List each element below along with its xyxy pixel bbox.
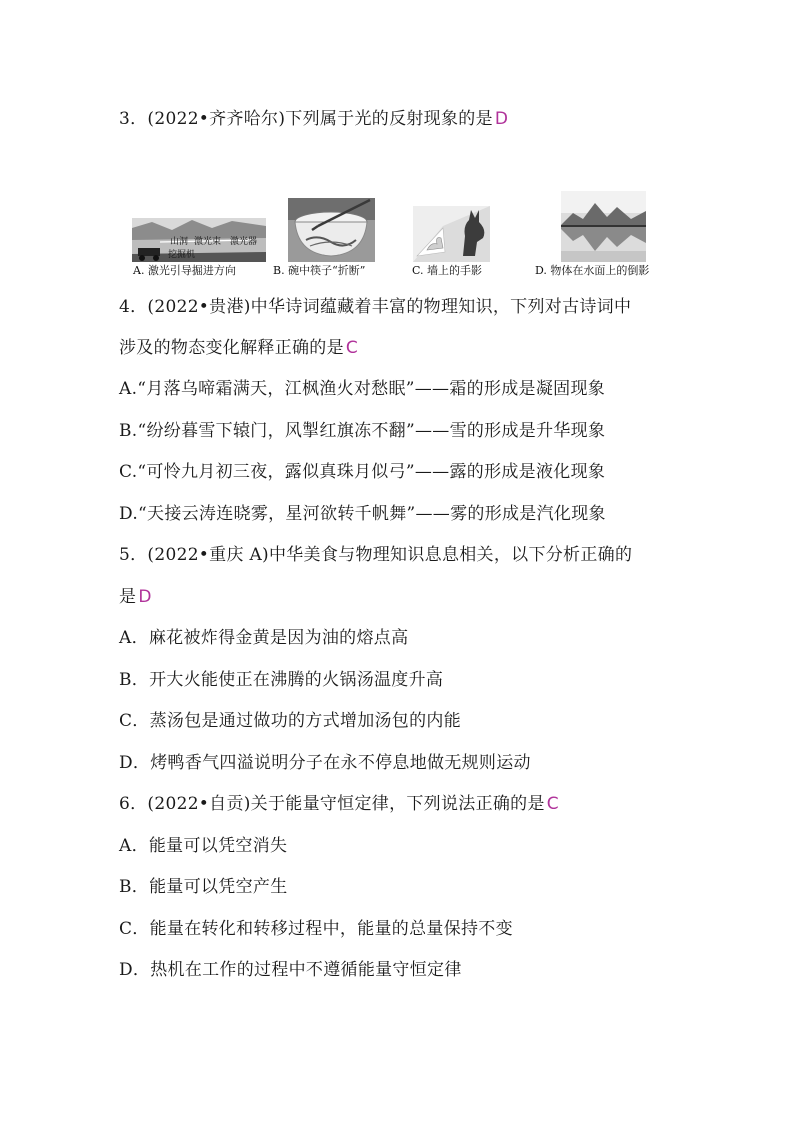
q4-option-b: B.“纷纷暮雪下辕门，风掣红旗冻不翻”——雪的形成是升华现象 [119,421,606,441]
fig-a-caption: A. 激光引导掘进方向 [133,264,236,277]
fig-a-label-beam: 激光束 [194,237,222,247]
figure-b-bowl-chopstick [288,198,375,262]
q3-stem: 3．(2022•齐齐哈尔)下列属于光的反射现象的是 D [119,109,509,129]
q4-option-c: C.“可怜九月初三夜，露似真珠月似弓”——露的形成是液化现象 [119,462,606,482]
q5-option-c: C．蒸汤包是通过做功的方式增加汤包的内能 [119,711,462,731]
figure-a-laser-tunnel [132,218,266,262]
q4-stem-line2: 涉及的物态变化解释正确的是 C [119,338,359,358]
fig-a-label-excavator: 挖掘机 [168,250,196,260]
q6-answer: C [546,794,559,814]
q5-option-a: A．麻花被炸得金黄是因为油的熔点高 [119,628,409,648]
q4-option-d: D.“天接云涛连晓雾，星河欲转千帆舞”——雾的形成是汽化现象 [119,504,606,524]
q6-option-b: B．能量可以凭空产生 [119,877,288,897]
fig-d-caption: D. 物体在水面上的倒影 [535,264,650,277]
q6-stem: 6．(2022•自贡)关于能量守恒定律，下列说法正确的是 C [119,794,559,814]
q5-option-b: B．开大火能使正在沸腾的火锅汤温度升高 [119,670,444,690]
q4-option-a: A.“月落乌啼霜满天，江枫渔火对愁眠”——霜的形成是凝固现象 [119,379,606,399]
q4-answer: C [345,338,359,358]
fig-b-caption: B. 碗中筷子“折断” [273,264,366,277]
q4-stem-line1: 4．(2022•贵港)中华诗词蕴藏着丰富的物理知识，下列对古诗词中 [119,297,632,317]
q5-stem-line2: 是 D [119,587,152,607]
figure-c-hand-shadow [413,206,490,262]
fig-a-label-laser: 激光器 [230,237,258,247]
figure-d-water-reflection [561,191,646,262]
q3-answer: D [494,109,509,129]
q6-option-c: C．能量在转化和转移过程中，能量的总量保持不变 [119,919,513,939]
q5-option-d: D．烤鸭香气四溢说明分子在永不停息地做无规则运动 [119,753,531,773]
fig-a-label-cave: 山洞 [170,237,189,247]
fig-c-caption: C. 墙上的手影 [412,264,483,277]
q5-stem-line1: 5．(2022•重庆 A)中华美食与物理知识息息相关，以下分析正确的 [119,545,633,565]
q6-option-a: A．能量可以凭空消失 [119,836,288,856]
q5-answer: D [138,587,152,607]
q6-option-d: D．热机在工作的过程中不遵循能量守恒定律 [119,960,462,980]
